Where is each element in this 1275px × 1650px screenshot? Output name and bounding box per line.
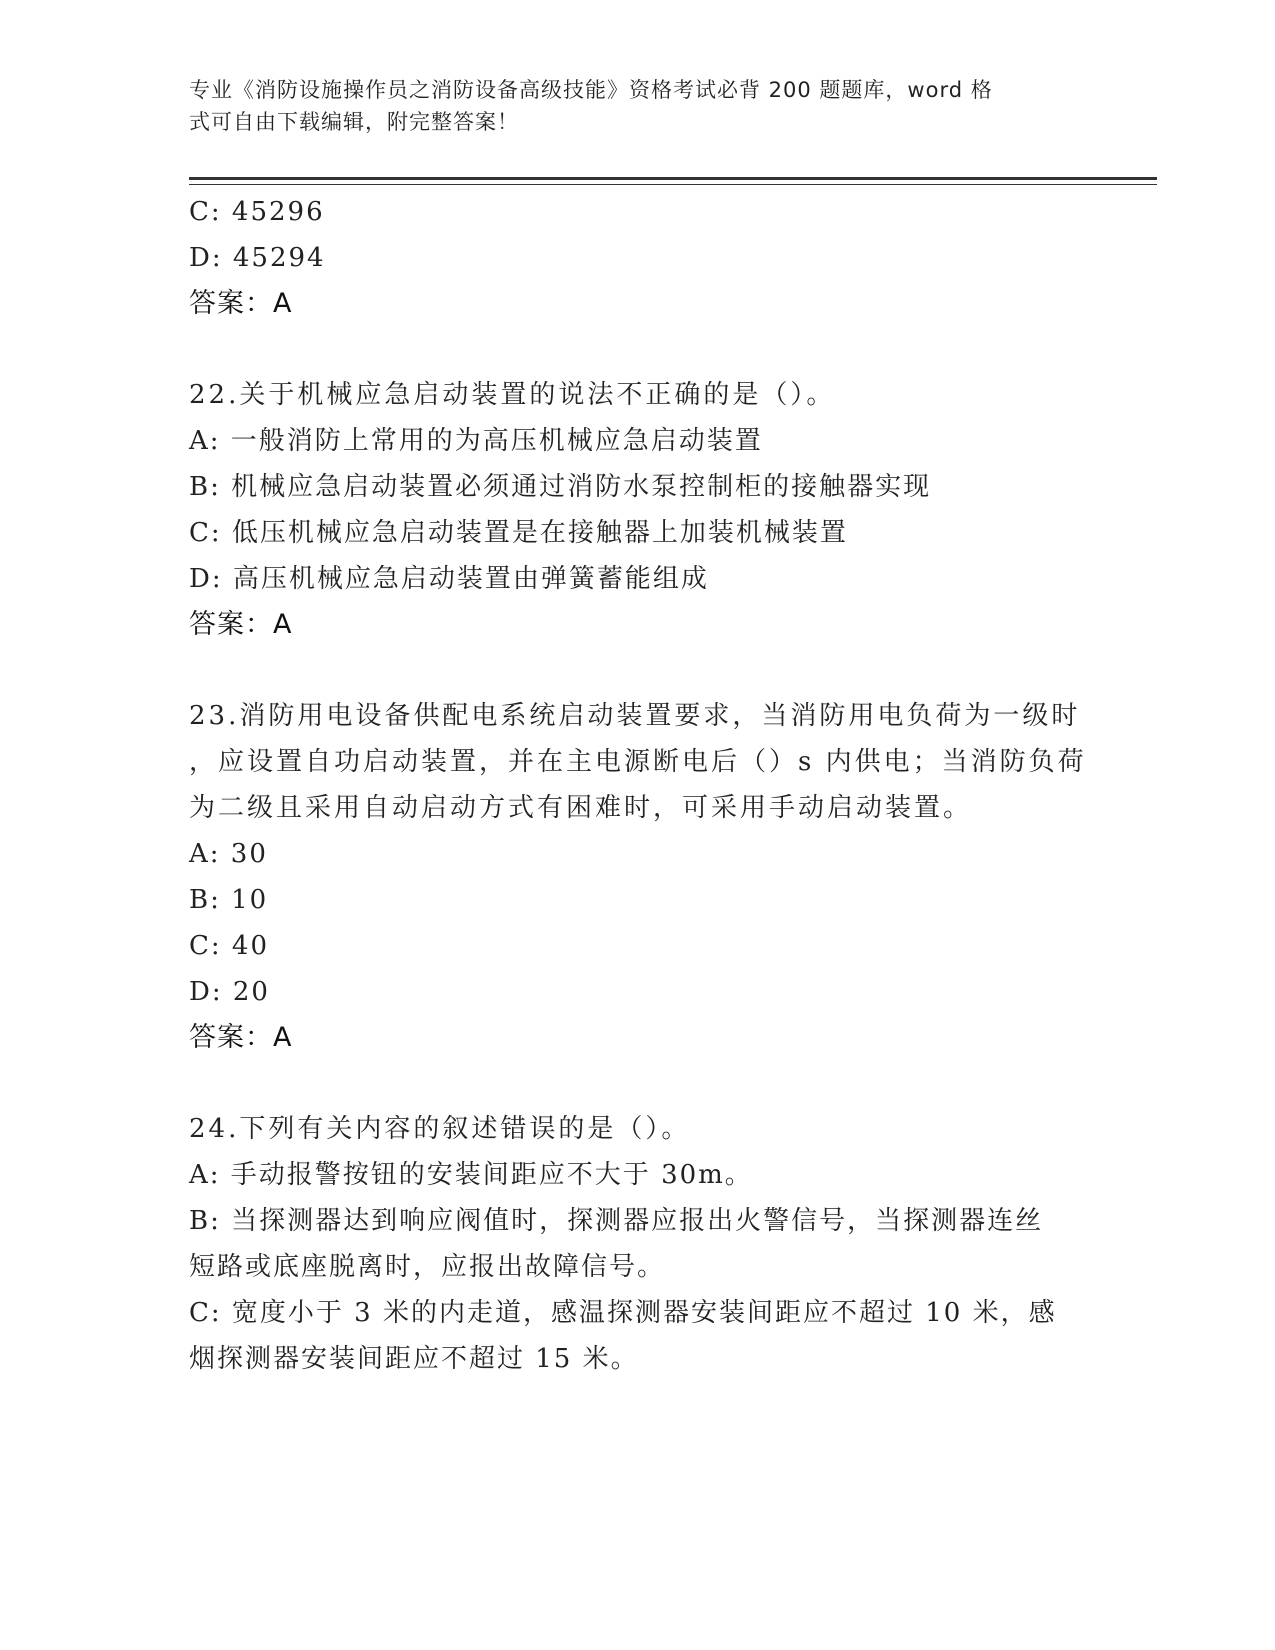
header-divider-thick <box>189 177 1157 180</box>
option-b-line-1: B: 当探测器达到响应阀值时，探测器应报出火警信号，当探测器连丝 <box>189 1206 1044 1236</box>
option-a: A: 手动报警按钮的安装间距应不大于 30m。 <box>189 1160 753 1190</box>
spacer <box>189 648 1089 693</box>
question-22 <box>189 372 1089 648</box>
option-b: B: 机械应急启动装置必须通过消防水泵控制柜的接触器实现 <box>189 472 932 502</box>
question-stem-line-3: 为二级且采用自动启动方式有困难时，可采用手动启动装置。 <box>189 793 973 823</box>
question-stem: 24.下列有关内容的叙述错误的是（）。 <box>189 1114 691 1144</box>
question-stem: 22.关于机械应急启动装置的说法不正确的是（）。 <box>189 380 836 410</box>
header-line-2: 式可自由下载编辑，附完整答案！ <box>189 110 519 134</box>
spacer <box>189 1061 1089 1106</box>
option-d: D: 20 <box>189 977 270 1007</box>
option-b-line-2: 短路或底座脱离时，应报出故障信号。 <box>189 1252 666 1282</box>
question-23 <box>189 693 1089 1061</box>
option-c-line-1: C: 宽度小于 3 米的内走道，感温探测器安装间距应不超过 10 米，感 <box>189 1298 1057 1328</box>
option-c-line-2: 烟探测器安装间距应不超过 15 米。 <box>189 1344 639 1374</box>
answer-line: 答案：A <box>189 288 293 319</box>
option-d: D: 45294 <box>189 243 326 273</box>
option-b: B: 10 <box>189 885 269 915</box>
option-d: D: 高压机械应急启动装置由弹簧蓄能组成 <box>189 564 709 594</box>
option-a: A: 一般消防上常用的为高压机械应急启动装置 <box>189 426 763 456</box>
question-24 <box>189 1106 1089 1382</box>
answer-line: 答案：A <box>189 1022 293 1053</box>
question-list <box>189 189 1089 1382</box>
header-divider-thin <box>189 184 1157 185</box>
spacer <box>189 327 1089 372</box>
answer-line: 答案：A <box>189 609 293 640</box>
document-header <box>189 74 1089 138</box>
option-c: C: 低压机械应急启动装置是在接触器上加装机械装置 <box>189 518 848 548</box>
option-c: C: 40 <box>189 931 270 961</box>
question-21 <box>189 189 1089 327</box>
option-c: C: 45296 <box>189 197 325 227</box>
option-a: A: 30 <box>189 839 268 869</box>
header-line-1: 专业《消防设施操作员之消防设备高级技能》资格考试必背 200 题题库，word 格 <box>189 78 993 102</box>
question-stem-line-1: 23.消防用电设备供配电系统启动装置要求，当消防用电负荷为一级时 <box>189 701 1081 731</box>
question-stem-line-2: ，应设置自功启动装置，并在主电源断电后（）s 内供电；当消防负荷 <box>189 747 1087 777</box>
